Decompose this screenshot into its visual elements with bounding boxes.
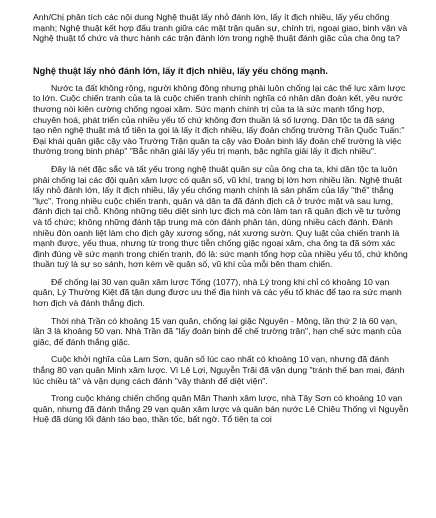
paragraph: Để chống lại 30 vạn quân xâm lược Tống (1077), nhà Lý trong khi chỉ có khoảng 10 vạn quân, Lý Thường Kiệt đã tận dụng được ưu thế địa hình và các yếu tố khác để tạo ra sức mạnh hơn địch và đánh thắng địch. xyxy=(33,276,402,309)
paragraph: Đây là nét đặc sắc và tất yếu trong nghệ thuật quân sự của ông cha ta, khi dân tộc ta luôn phải chống lại các đội quân xâm lược có quân số, vũ khí, trang bị lớn hơn nhiều lần. Nghệ thuật lấy nhỏ đánh lớn, lấy ít địch nhiều, lấy yếu chống mạnh chính là sản phẩm của lấy "thế" thắng "lực". Trong nhiều cuộc chiến tranh, quân và dân ta đã đánh địch cả ở trước mặt và sau lưng, đánh địch tại chỗ. Không những tiêu diệt sinh lực địch mà còn làm tan rã quân địch về tư tưởng và tổ chức; không những đánh tập trung mà còn đánh phân tán, dùng nhiều cách đánh. Đánh nhiều đòn oanh liệt làm cho địch gây xương sống, nát xương sườn. Quy luật của chiến tranh là mạnh được, yếu thua, nhưng từ trong thực tiễn chống giặc ngoại xâm, cha ông ta đã sớm xác định đúng về sức mạnh trong chiến tranh, đó là: sức mạnh tổng hợp của nhiều yếu tố, chứ không thuần tuý là sự so sánh, hơn kém về quân số, vũ khí của mỗi bên tham chiến. xyxy=(33,163,408,270)
question-text: Anh/Chị phân tích các nội dung Nghệ thuật lấy nhỏ đánh lớn, lấy ít địch nhiều, lấy yếu chống mạnh; Nghệ thuật kết hợp đấu tranh giữa các mặt trận quân sự, chính trị, ngoại giao, binh vận và Nghệ thuật tổ chức và thực hành các trận đánh lớn trong nghệ thuật đánh giặc của cha ông ta? xyxy=(33,12,408,44)
paragraph: Cuộc khởi nghĩa của Lam Sơn, quân số lúc cao nhất có khoảng 10 vạn, nhưng đã đánh thắng 80 vạn quân Minh xâm lược. Vì Lê Lợi, Nguyễn Trãi đã vận dụng "tránh thế ban mai, đánh lúc chiều tà" và vận dụng cách đánh "vây thành để diệt viện". xyxy=(33,354,405,386)
section-heading: Nghệ thuật lấy nhỏ đánh lớn, lấy ít địch nhiều, lấy yếu chống mạnh. xyxy=(33,65,328,76)
paragraph: Nước ta đất không rộng, người không đông nhưng phải luôn chống lại các thế lực xâm lược to lớn. Cuộc chiến tranh của ta là cuộc chiến tranh chính nghĩa có nhân dân đoàn kết, yêu nước thương nòi kiên cường chống ngoại xâm. Sức mạnh chính trị của ta là sức mạnh tổng hợp, chuyên hoá, phát triển của nhiều yếu tố chứ không đơn thuần là số lượng. Dân tộc ta đã sáng tạo nên nghệ thuật mà tổ tiên ta gọi là lấy ít địch nhiều, lấy đoản chống trường Trần Quốc Tuấn:" Đại khái quân giặc cậy vào Trường Trận quân ta cậy vào Đoản binh lấy đoản chế trường là việc thường trong binh pháp" "Bắc nhân giải lấy yếu trị mạnh, bậc nghĩa giải lấy ít địch nhiều". xyxy=(33,82,406,157)
paragraph: Trong cuộc kháng chiến chống quân Mãn Thanh xâm lược, nhà Tây Sơn có khoảng 10 vạn quân, nhưng đã đánh thắng 29 vạn quân xâm lược và quân bán nước Lê Chiêu Thống vì Nguyễn Huệ đã dùng lối đánh táo bạo, thần tốc, bất ngờ. Tổ tiên ta coi xyxy=(33,393,409,425)
paragraph: Thời nhà Trần có khoảng 15 vạn quân, chống lại giặc Nguyên - Mông, lần thứ 2 là 60 vạn, lần 3 là khoảng 50 vạn. Nhà Trần đã "lấy đoản binh để chế trường trận", hạn chế sức mạnh của giặc, để đánh thắng giặc. xyxy=(33,315,402,347)
